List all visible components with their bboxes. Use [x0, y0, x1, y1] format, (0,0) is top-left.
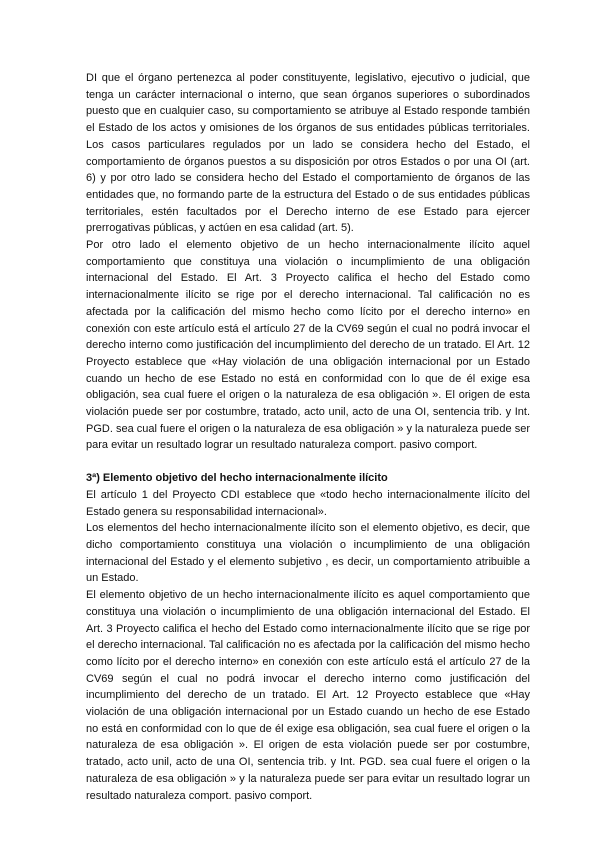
section-heading: 3ª) Elemento objetivo del hecho internacionalmente ilícito: [86, 472, 388, 485]
section-spacer: [86, 454, 530, 470]
paragraph-objective-element: El elemento objetivo de un hecho internacionalmente ilícito es aquel comportamiento que constituya una violación o incumplimiento de una obligación internacional del Estado. El Art. 3 Proyecto califica el hecho del Estado como internacionalmente ilícito que se rige por el derecho internacional. Tal calificación no es afectada por la calificación del mismo hecho como lícito por el derecho interno» en conexión con este artículo está el artículo 27 de la CV69 según el cual no podrá invocar el derecho interno como justificación del incumplimiento del derecho de un tratado. El Art. 12 Proyecto establece que «Hay violación de una obligación internacional por un Estado cuando un hecho de ese Estado no está en conformidad con lo que de él exige esa obligación, sea cual fuere el origen o la naturaleza de esa obligación ». El origen de esta violación puede ser por costumbre, tratado, acto unil, acto de una OI, sentencia trib. y Int. PGD. sea cual fuere el origen o la naturaleza de esa obligación » y la naturaleza puede ser para evitar un resultado lograr un resultado naturaleza comport. pasivo comport.: [86, 589, 530, 802]
paragraph-elements: Los elementos del hecho internacionalmente ilícito son el elemento objetivo, es decir, que dicho comportamiento constituya una violación o incumplimiento de una obligación internacional del Estado y el elemento subjetivo , es decir, un comportamiento atribuible a un Estado.: [86, 522, 530, 585]
document-page: [86, 70, 530, 804]
paragraph-objective-element-intro: Por otro lado el elemento objetivo de un hecho internacionalmente ilícito aquel comportamiento que constituya una violación o incumplimiento de una obligación internacional del Estado. El Art. 3 Proyecto califica el hecho del Estado como internacionalmente ilícito se rige por el derecho internacional. Tal calificación no es afectada por la calificación del mismo hecho como lícito por el derecho interno» en conexión con este artículo está el artículo 27 de la CV69 según el cual no podrá invocar el derecho interno como justificación del incumplimiento del derecho de un tratado. El Art. 12 Proyecto establece que «Hay violación de una obligación internacional por un Estado cuando un hecho de ese Estado no está en conformidad con lo que de él exige esa obligación, sea cual fuere el origen o la naturaleza de esa obligación ». El origen de esta violación puede ser por costumbre, tratado, acto unil, acto de una OI, sentencia trib. y Int. PGD. sea cual fuere el origen o la naturaleza de esa obligación » y la naturaleza puede ser para evitar un resultado lograr un resultado naturaleza comport. pasivo comport.: [86, 239, 530, 452]
paragraph-article-1: El artículo 1 del Proyecto CDI establece que «todo hecho internacionalmente ilícito del Estado genera su responsabilidad internacional».: [86, 488, 530, 518]
paragraph-attribution-organs: DI que el órgano pertenezca al poder constituyente, legislativo, ejecutivo o judicial, que tenga un carácter internacional o interno, que sean órganos superiores o subordinados puesto que en cualquier caso, su comportamiento se atribuye al Estado responde también el Estado de los actos y omisiones de los órganos de sus entidades públicas territoriales. Los casos particulares regulados por un lado se considera hecho del Estado, el comportamiento de órganos puestos a su disposición por otros Estados o por una OI (art. 6) y por otro lado se considera hecho del Estado el comportamiento de órganos de las entidades que, no formando parte de la estructura del Estado o de sus entidades públicas territoriales, estén facultados por el Derecho interno de ese Estado para ejercer prerrogativas públicas, y actúen en esa calidad (art. 5).: [86, 72, 530, 235]
